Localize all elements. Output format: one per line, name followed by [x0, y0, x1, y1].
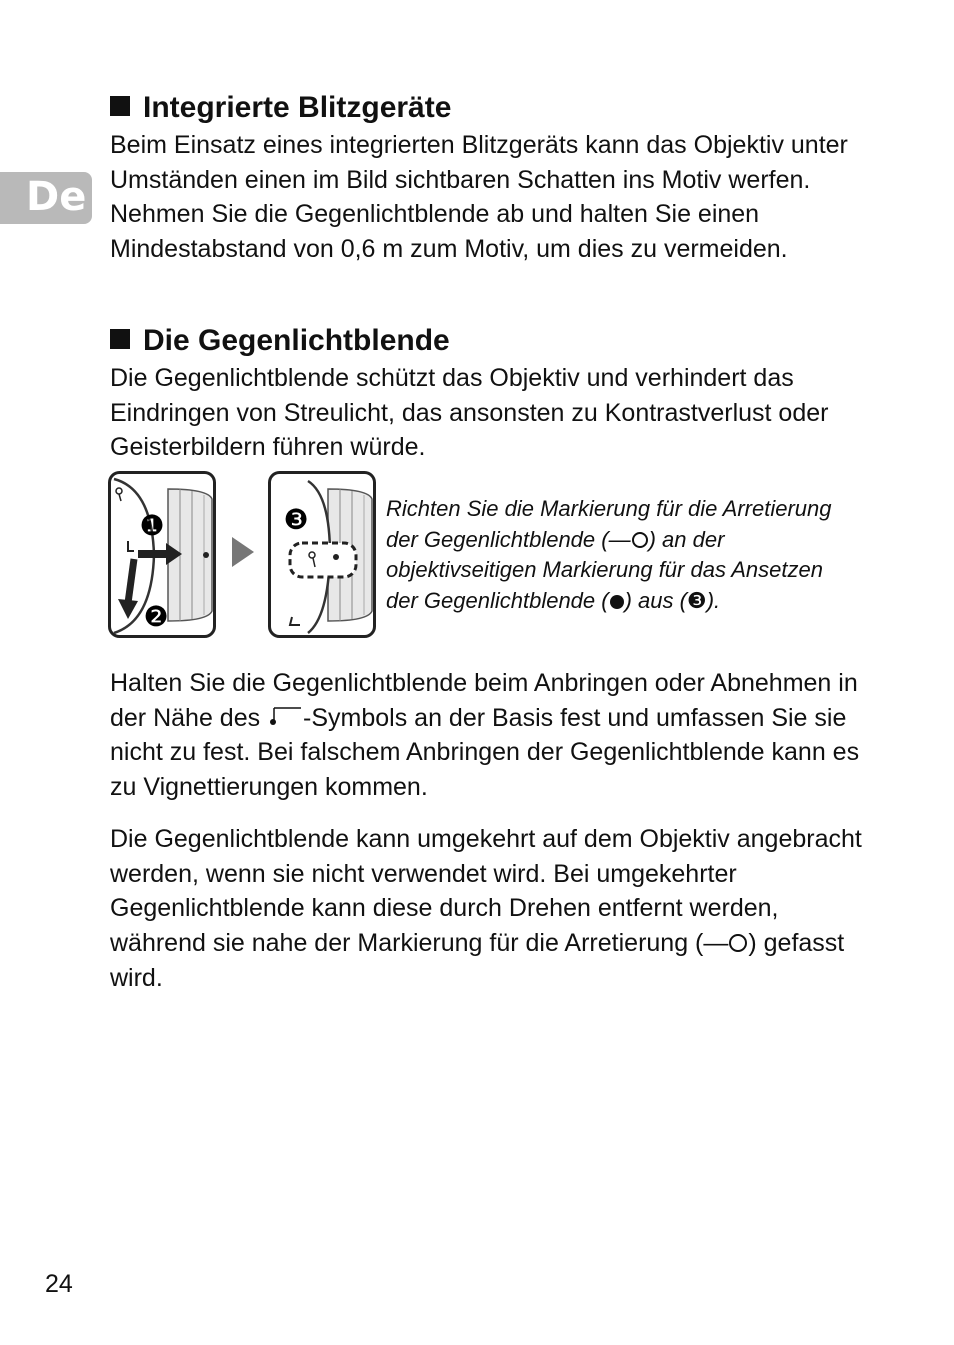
- heading-square-icon: [110, 329, 130, 349]
- step-1-marker: ❶: [139, 509, 165, 542]
- language-tab-label: De: [26, 174, 87, 220]
- lock-mark-open-circle-icon: [728, 933, 748, 953]
- lock-mark-open-circle-icon: [631, 531, 649, 549]
- page-number: 24: [45, 1270, 73, 1298]
- section-heading-integrated-flash: [110, 88, 451, 128]
- section-title: Integrierte Blitzgeräte: [143, 91, 452, 124]
- section1-body: Beim Einsatz eines integrierten Blitzgeräts kann das Objektiv unter Umständen einen im Bild sichtbaren Schatten ins Motiv werfen. Nehmen Sie die Gegenlichtblende ab und halten Sie einen Mindestabstand von 0,6 m zum Motiv, um dies zu vermeiden.: [110, 131, 848, 264]
- caption-step-3-reference: ❸: [686, 588, 707, 614]
- language-tab: [0, 172, 92, 224]
- section-title: Die Gegenlichtblende: [143, 324, 450, 357]
- next-step-arrow-icon: [230, 535, 256, 569]
- section2-handling-paragraph: Halten Sie die Gegenlichtblende beim Anbringen oder Abnehmen in der Nähe des -Symbols an der Basis fest und umfassen Sie sie nicht zu fest. Bei falschem Anbringen der Gegenlichtblende kann es zu Vignettierungen kommen.: [110, 669, 860, 802]
- heading-square-icon: [110, 96, 130, 116]
- section2-reverse-paragraph: Die Gegenlichtblende kann umgekehrt auf dem Objektiv angebracht werden, wenn sie nicht verwendet wird. Bei umgekehrter Gegenlichtblende kann diese durch Drehen entfernt werden, während sie nahe der Markierung für die Arretierung (— ) gefasst wird.: [110, 825, 862, 992]
- step-3-marker: ❸: [283, 503, 309, 536]
- step-2-marker: ❷: [143, 600, 169, 633]
- figure-hood-align-step-3: [268, 471, 378, 639]
- attach-mark-filled-circle-icon: [609, 594, 625, 610]
- figure-hood-attach-steps-1-2: [108, 471, 218, 639]
- section2-body: Die Gegenlichtblende schützt das Objektiv und verhindert das Eindringen von Streulicht, das ansonsten zu Kontrastverlust oder Geisterbildern führen würde.: [110, 364, 829, 462]
- hood-base-symbol-icon: [267, 702, 303, 728]
- section-heading-lens-hood: [110, 321, 450, 361]
- figure-caption: Richten Sie die Markierung für die Arretierung der Gegenlichtblende (— ) an der objektivseitigen Markierung für das Ansetzen der Gegenlichtblende ( ) aus (❸).: [386, 496, 832, 614]
